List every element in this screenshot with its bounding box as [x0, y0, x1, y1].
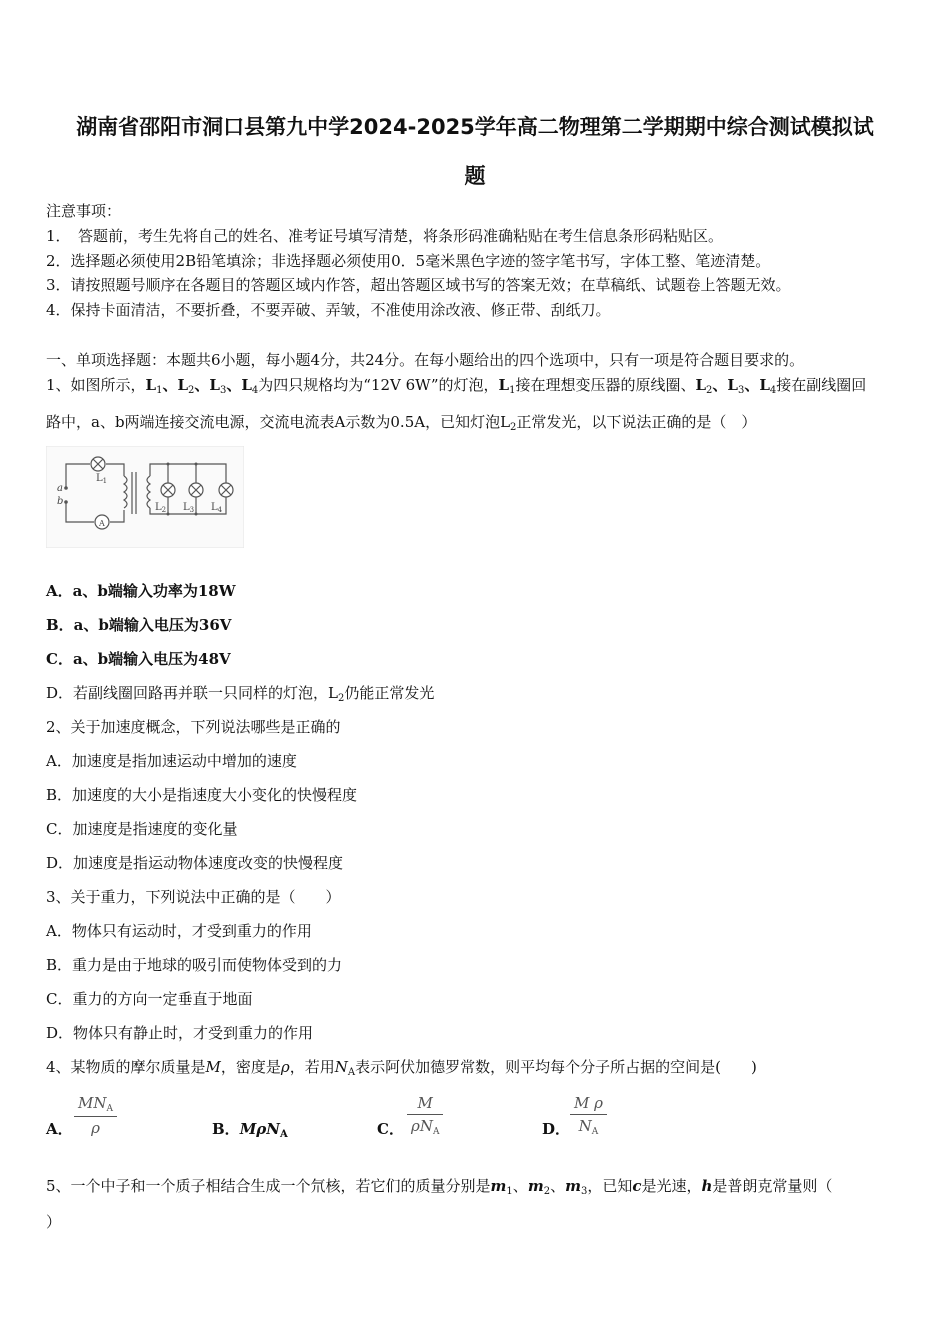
- notice-item-4: 4．保持卡面清洁，不要折叠，不要弄破、弄皱，不准使用涂改液、修正带、刮纸刀。: [46, 301, 611, 319]
- q2-option-a: A．加速度是指加速运动中增加的速度: [46, 752, 297, 770]
- svg-text:L2: $L_2$: [155, 502, 167, 514]
- label-l3: L: [183, 502, 190, 513]
- label-l2: L: [155, 502, 162, 513]
- notice-heading: 注意事项：: [46, 202, 122, 220]
- document-title-line1: 湖南省邵阳市洞口县第九中学2024-2025学年高二物理第二学期期中综合测试模拟试: [76, 115, 874, 139]
- svg-text:L3: $L_3$: [183, 502, 195, 514]
- label-a: a: [57, 483, 63, 494]
- q1-stem-line1: 1、如图所示，$L_1$、$L_2$、$L_3$、$L_4$为四只规格均为“12V 6W”的灯泡，$L_1$接在理想变压器的原线圈、$L_2$、$L_3$、$L_4$接在副线圈回: [46, 376, 867, 396]
- q4-option-d: D． $\frac{\text{M ρ}}{N_A}$: [542, 1094, 662, 1144]
- q2-stem: 2、关于加速度概念，下列说法哪些是正确的: [46, 718, 341, 736]
- q3-option-d: D．物体只有静止时，才受到重力的作用: [46, 1024, 314, 1042]
- svg-text:L1: $L_1$: [96, 473, 108, 485]
- q4-stem: 4、某物质的摩尔质量是M，密度是ρ，若用$N_A$表示阿伏加德罗常数，则平均每个分子所占据的空间是( ): [46, 1058, 757, 1078]
- section-heading: 一、单项选择题：本题共6小题，每小题4分，共24分。在每小题给出的四个选项中，只有一项是符合题目要求的。: [46, 351, 805, 369]
- q4-option-b: B．MρN$_A$: [212, 1120, 288, 1140]
- q2-option-b: B．加速度的大小是指速度大小变化的快慢程度: [46, 786, 358, 804]
- document-title-line2: 题: [464, 164, 486, 188]
- notice-item-3: 3．请按照题号顺序在各题目的答题区域内作答，超出答题区域书写的答案无效；在草稿纸、试题卷上答题无效。: [46, 276, 791, 294]
- lamp-l2-icon: [161, 483, 175, 497]
- q4-option-c: C． M $\rho N_A$: [377, 1094, 497, 1144]
- q2-option-c: C．加速度是指速度的变化量: [46, 820, 238, 838]
- q1-circuit-diagram: [46, 446, 244, 548]
- q1-option-c: C．a、b端输入电压为48V: [46, 650, 231, 668]
- q3-option-b: B．重力是由于地球的吸引而使物体受到的力: [46, 956, 343, 974]
- lamp-l1-icon: [91, 457, 105, 471]
- label-b: b: [57, 496, 64, 507]
- q5-stem-line2: ）: [46, 1213, 62, 1231]
- lamp-l3-icon: [189, 483, 203, 497]
- lamp-l4-icon: [219, 483, 233, 497]
- q1-option-a: A．a、b端输入功率为18W: [46, 582, 236, 600]
- q4-option-a: A． $MN_A$ ρ: [46, 1094, 166, 1144]
- q3-option-c: C．重力的方向一定垂直于地面: [46, 990, 253, 1008]
- q1-option-b: B．a、b端输入电压为36V: [46, 616, 232, 634]
- q5-stem-line1: 5、一个中子和一个质子相结合生成一个氘核，若它们的质量分别是$m_1$、$m_2$、$m_3$，已知c是光速，h是普朗克常量则（: [46, 1177, 833, 1197]
- q2-option-d: D．加速度是指运动物体速度改变的快慢程度: [46, 854, 344, 872]
- ammeter-label: A: [99, 519, 105, 528]
- q3-stem: 3、关于重力，下列说法中正确的是（ ）: [46, 888, 341, 906]
- q1-stem-line2: 路中，a、b两端连接交流电源，交流电流表A示数为0.5A，已知灯泡$L_2$正常发光，以下说法正确的是（ ）: [46, 413, 757, 433]
- notice-item-2: 2．选择题必须使用2B铅笔填涂；非选择题必须使用0．5毫米黑色字迹的签字笔书写，字体工整、笔迹清楚。: [46, 252, 771, 270]
- q1-option-d: D．若副线圈回路再并联一只同样的灯泡，$L_2$仍能正常发光: [46, 684, 435, 704]
- svg-text:L4: $L_4$: [211, 502, 223, 514]
- q3-option-a: A．物体只有运动时，才受到重力的作用: [46, 922, 312, 940]
- notice-item-1: 1． 答题前，考生先将自己的姓名、准考证号填写清楚，将条形码准确粘贴在考生信息条形码粘贴区。: [46, 227, 724, 245]
- label-l4: L: [211, 502, 218, 513]
- label-l1: L: [96, 473, 103, 484]
